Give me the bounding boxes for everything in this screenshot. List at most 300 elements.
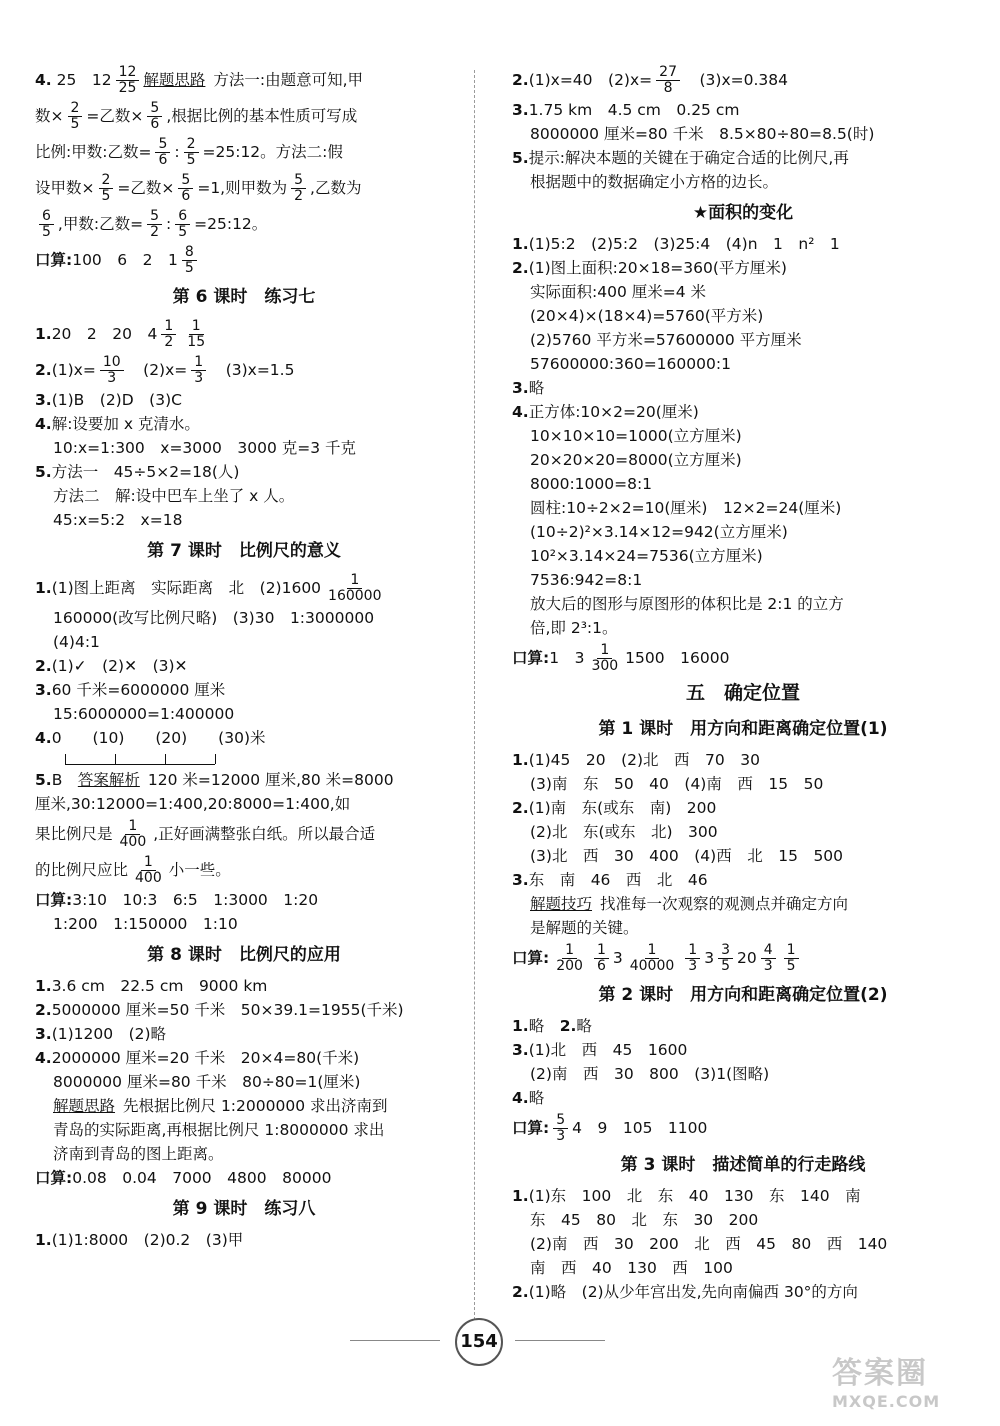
answer-text: 比例:甲数:乙数=	[35, 143, 152, 161]
answer-line	[35, 134, 453, 170]
answer-text: 略	[528, 1017, 560, 1035]
fraction-denominator: 6	[158, 152, 168, 168]
answer-text: 4 9 105 1100	[572, 1119, 708, 1137]
answer-text: 先根据比例尺 1:2000000 求出济南到	[123, 1097, 388, 1115]
lesson-8-heading: 第 8 课时 比例尺的应用	[147, 945, 341, 965]
question-number: 5.	[35, 771, 52, 789]
fraction	[161, 319, 176, 350]
answer-line	[35, 702, 453, 726]
fraction-numerator: 5	[155, 137, 170, 153]
fraction-numerator: 1	[141, 855, 156, 871]
answer-text: (20×4)×(18×4)=5760(平方米)	[530, 307, 764, 325]
question-number: 1.	[35, 325, 52, 343]
fraction-denominator: 25	[118, 80, 137, 96]
answer-line	[35, 1166, 453, 1190]
fraction-numerator: 1	[685, 943, 700, 959]
fraction-denominator: 6	[181, 188, 191, 204]
fraction-denominator: 2	[150, 224, 159, 240]
fraction	[116, 65, 140, 96]
answer-text: 济南到青岛的图上距离。	[53, 1145, 224, 1163]
fraction-denominator: 400	[119, 834, 147, 850]
answer-line	[35, 412, 453, 436]
question-number: 3.	[35, 681, 52, 699]
answer-line	[35, 316, 453, 352]
answer-line	[35, 852, 453, 888]
answer-line	[512, 472, 974, 496]
answer-text: 1.75 km 4.5 cm 0.25 cm	[528, 101, 740, 119]
fraction	[627, 943, 678, 974]
question-number: 2.	[512, 71, 529, 89]
fraction	[99, 173, 114, 204]
fraction-denominator: 3	[194, 370, 204, 386]
answer-text: 解:设要加 x 克清水。	[51, 415, 200, 433]
fraction-numerator: 1	[347, 573, 362, 589]
fraction-denominator: 5	[70, 116, 80, 132]
answer-text: 果比例尺是	[35, 825, 113, 843]
answer-text: 3	[704, 949, 715, 967]
question-number: 1.	[512, 1017, 529, 1035]
fraction-denominator: 5	[186, 152, 196, 168]
answer-text: 的比例尺应比	[35, 861, 129, 879]
answer-line	[512, 820, 974, 844]
question-number: 3.	[512, 101, 529, 119]
mental-math-label: 口算:	[35, 1169, 73, 1187]
answer-line	[512, 892, 974, 916]
answer-line	[512, 1062, 974, 1086]
fraction-denominator: 3	[763, 958, 773, 974]
answer-line	[35, 1070, 453, 1094]
fraction-denominator: 3	[688, 958, 698, 974]
answer-text: 3:10 10:3 6:5 1:3000 1:20	[72, 891, 319, 909]
answer-line	[512, 424, 974, 448]
question-number: 5.	[512, 149, 529, 167]
fraction	[553, 1113, 568, 1144]
answer-line	[512, 868, 974, 892]
answer-text: 0.08 0.04 7000 4800 80000	[72, 1169, 332, 1187]
answer-line	[35, 436, 453, 460]
answer-line	[35, 606, 453, 630]
answer-line	[512, 796, 974, 820]
answer-line	[512, 1256, 974, 1280]
fraction-denominator: 3	[556, 1128, 566, 1144]
question-number: 3.	[35, 1025, 52, 1043]
lesson-8-answers	[35, 974, 453, 1190]
right-top-answers	[512, 62, 974, 194]
fraction	[132, 855, 165, 886]
question-number: 4.	[35, 415, 52, 433]
answer-text: 略	[576, 1017, 592, 1035]
fraction	[147, 209, 162, 240]
answer-text: (1)x=	[51, 361, 96, 379]
question-number: 2.	[559, 1017, 577, 1035]
question-number: 1.	[512, 1187, 529, 1205]
answer-line	[512, 1184, 974, 1208]
mental-math-label: 口算:	[35, 251, 73, 269]
fraction-denominator: 2	[294, 188, 304, 204]
answer-line	[35, 1228, 453, 1252]
answer-text: 1500 16000	[625, 649, 730, 667]
answer-text: 160000(改写比例尺略) (3)30 1:3000000	[53, 609, 375, 627]
fraction-numerator: 12	[116, 65, 140, 81]
answer-line	[512, 772, 974, 796]
answer-text: 10²×3.14×24=7536(立方厘米)	[530, 547, 763, 565]
answer-text: 正方体:10×2=20(厘米)	[528, 403, 699, 421]
answer-text: 8000:1000=8:1	[530, 475, 653, 493]
scale-ruler	[35, 726, 453, 768]
answer-text: 放大后的图形与原图形的体积比是 2:1 的立方	[530, 595, 844, 613]
fraction	[191, 355, 206, 386]
fraction-numerator: 5	[553, 1113, 568, 1129]
answer-line	[512, 448, 974, 472]
question-number: 1.	[512, 235, 529, 253]
fraction	[39, 209, 54, 240]
answer-line	[35, 62, 453, 98]
fraction-denominator: 8	[663, 80, 673, 96]
answer-text: 45:x=5:2 x=18	[53, 511, 183, 529]
ruler-tick	[215, 754, 216, 764]
answer-text: (10÷2)²×3.14×12=942(立方厘米)	[530, 523, 788, 541]
answer-line	[512, 544, 974, 568]
answer-line	[512, 568, 974, 592]
fraction-numerator: 5	[178, 173, 193, 189]
answer-text: ,甲数:乙数=	[57, 215, 144, 233]
answer-line	[35, 1118, 453, 1142]
fraction-numerator: 10	[100, 355, 124, 371]
answer-text: 南 西 40 130 西 100	[530, 1259, 733, 1277]
answer-line	[35, 570, 453, 606]
unit-title: 五 确定位置	[685, 682, 800, 704]
answer-line	[512, 256, 974, 280]
answer-line	[35, 630, 453, 654]
question-number: 2.	[35, 1001, 52, 1019]
answer-text: (1)45 20 (2)北 西 70 30	[528, 751, 760, 769]
fraction-numerator: 1	[161, 319, 176, 335]
answer-text: 厘米,30:12000=1:400,20:8000=1:400,如	[35, 795, 351, 813]
answer-text: (1)图上距离 实际距离 北 (2)1600	[51, 579, 322, 597]
answer-line	[512, 520, 974, 544]
answer-line	[512, 62, 974, 98]
answer-text: 10×10×10=1000(立方厘米)	[530, 427, 742, 445]
section-previous-answers	[35, 62, 453, 278]
mental-math-label: 口算:	[35, 891, 73, 909]
fraction-denominator: 15	[187, 334, 206, 350]
answer-line	[35, 654, 453, 678]
answer-line	[512, 844, 974, 868]
answer-text: 57600000:360=160000:1	[530, 355, 731, 373]
fraction-denominator: 5	[786, 958, 796, 974]
answer-line	[512, 1014, 974, 1038]
fraction-numerator: 27	[656, 65, 680, 81]
question-number: 3.	[35, 391, 52, 409]
answer-text: 圆柱:10÷2×2=10(厘米) 12×2=24(厘米)	[530, 499, 842, 517]
answer-line	[512, 170, 974, 194]
fraction-numerator: 1	[125, 819, 140, 835]
answer-line	[512, 232, 974, 256]
answer-line	[35, 170, 453, 206]
fraction-numerator: 1	[191, 355, 206, 371]
question-number: 4.	[35, 1049, 52, 1067]
fraction-numerator: 2	[99, 173, 114, 189]
question-number: 1.	[35, 1231, 52, 1249]
question-number: 3.	[512, 1041, 529, 1059]
answer-line	[512, 916, 974, 940]
answer-line	[35, 1046, 453, 1070]
answer-text: 15:6000000=1:400000	[53, 705, 235, 723]
answer-text: 小一些。	[168, 861, 231, 879]
answer-text: (1)北 西 45 1600	[528, 1041, 688, 1059]
watermark-url: MXQE.COM	[832, 1392, 941, 1411]
answer-line	[35, 912, 453, 936]
answer-line	[35, 816, 453, 852]
fraction	[155, 137, 170, 168]
answer-text: 100 6 2 1	[72, 251, 178, 269]
answer-text: 东 南 46 西 北 46	[528, 871, 708, 889]
fraction	[178, 173, 193, 204]
unit5-lesson-2-heading: 第 2 课时 用方向和距离确定位置(2)	[598, 985, 888, 1005]
ruler-labels: 0 (10) (20) (30)米	[51, 729, 266, 747]
answer-text: 3.6 cm 22.5 cm 9000 km	[51, 977, 268, 995]
answer-text: =25:12。	[194, 215, 268, 233]
unit5-lesson-3-heading: 第 3 课时 描述简单的行走路线	[620, 1155, 866, 1175]
fraction	[685, 943, 700, 974]
answer-line	[35, 388, 453, 412]
question-number: 4.	[35, 71, 52, 89]
question-number: 2.	[512, 799, 529, 817]
hint-tag: 解题技巧	[530, 895, 593, 913]
watermark-text: 答案圈	[832, 1356, 928, 1391]
answer-line	[512, 1208, 974, 1232]
answer-text: (1)B (2)D (3)C	[51, 391, 182, 409]
fraction-denominator: 40000	[629, 958, 675, 974]
lesson-7-heading: 第 7 课时 比例尺的意义	[147, 541, 341, 561]
answer-line	[512, 496, 974, 520]
answer-text: (3)x=1.5	[210, 361, 295, 379]
lesson-9-heading: 第 9 课时 练习八	[172, 1199, 316, 1219]
answer-line	[512, 352, 974, 376]
answer-text: (1)5:2 (2)5:2 (3)25:4 (4)n 1 n² 1	[528, 235, 840, 253]
answer-line	[35, 460, 453, 484]
hint-tag: 解题思路	[53, 1097, 116, 1115]
fraction	[656, 65, 680, 96]
fraction-numerator: 6	[39, 209, 54, 225]
answer-text: 设甲数×	[35, 179, 95, 197]
fraction-numerator: 3	[718, 943, 733, 959]
fraction-numerator: 1	[562, 943, 577, 959]
fraction	[182, 245, 197, 276]
answer-text: 1 3	[549, 649, 585, 667]
watermark-logo	[832, 1348, 992, 1418]
answer-text: (1)东 100 北 东 40 130 东 140 南	[528, 1187, 861, 1205]
answer-line	[35, 1142, 453, 1166]
answer-line	[512, 122, 974, 146]
area-change-heading: ★面积的变化	[692, 203, 794, 223]
answer-text: 略	[528, 1089, 545, 1107]
hint-tag: 答案解析	[77, 771, 140, 789]
answer-text: (3)南 东 50 40 (4)南 西 15 50	[530, 775, 824, 793]
fraction	[761, 943, 776, 974]
fraction	[100, 355, 124, 386]
fraction-denominator: 6	[596, 958, 606, 974]
answer-text: 东 45 80 北 东 30 200	[530, 1211, 759, 1229]
answer-line	[35, 98, 453, 134]
answer-text: 20 2 20 4	[51, 325, 158, 343]
answer-line	[512, 376, 974, 400]
ruler-tick	[165, 754, 166, 764]
question-number: 4.	[512, 1089, 529, 1107]
left-column	[35, 62, 453, 1252]
answer-text: (1)南 东(或东 南) 200	[528, 799, 717, 817]
answer-text: 8000000 厘米=80 千米 80÷80=1(厘米)	[53, 1073, 361, 1091]
question-number: 3.	[512, 871, 529, 889]
answer-line	[35, 1022, 453, 1046]
answer-text: (2)北 东(或东 北) 300	[530, 823, 718, 841]
answer-line	[512, 592, 974, 616]
fraction-numerator: 1	[597, 643, 612, 659]
answer-line	[512, 328, 974, 352]
lesson-7-answers-cont	[35, 768, 453, 936]
answer-line	[35, 242, 453, 278]
answer-line	[35, 792, 453, 816]
answer-text: 3	[612, 949, 623, 967]
lesson-6-heading: 第 6 课时 练习七	[172, 287, 316, 307]
fraction-numerator: 6	[175, 209, 190, 225]
question-number: 5.	[35, 463, 52, 481]
fraction	[147, 101, 162, 132]
answer-line	[512, 98, 974, 122]
answer-line	[35, 998, 453, 1022]
answer-text: 120 米=12000 厘米,80 米=8000	[147, 771, 394, 789]
mental-math-label: 口算:	[512, 1119, 550, 1137]
fraction-denominator: 3	[107, 370, 117, 386]
right-column	[512, 62, 974, 1304]
answer-text: 青岛的实际距离,再根据比例尺 1:8000000 求出	[53, 1121, 385, 1139]
answer-text: 根据题中的数据确定小方格的边长。	[530, 173, 779, 191]
hint-tag: 解题思路	[143, 71, 206, 89]
answer-text: :	[174, 143, 180, 161]
fraction	[117, 819, 150, 850]
answer-line	[35, 484, 453, 508]
answer-text: =25:12。方法二:假	[202, 143, 343, 161]
answer-line	[512, 940, 974, 976]
fraction-numerator: 1	[645, 943, 660, 959]
ruler-tick	[65, 754, 66, 764]
fraction	[184, 319, 208, 350]
lesson-6-answers	[35, 316, 453, 532]
answer-line	[35, 352, 453, 388]
answer-text: 5000000 厘米=50 千米 50×39.1=1955(千米)	[51, 1001, 404, 1019]
answer-text: 方法二 解:设中巴车上坐了 x 人。	[53, 487, 295, 505]
fraction-denominator: 2	[164, 334, 174, 350]
answer-text: 是解题的关键。	[530, 919, 639, 937]
answer-line	[512, 748, 974, 772]
mental-math-label: 口算:	[512, 949, 550, 967]
answer-text: 方法一:由题意可知,甲	[213, 71, 364, 89]
answer-text: 倍,即 2³:1。	[530, 619, 618, 637]
unit5-lesson-1-heading: 第 1 课时 用方向和距离确定位置(1)	[598, 719, 888, 739]
answer-text: 20×20×20=8000(立方厘米)	[530, 451, 742, 469]
question-number: 2.	[512, 1283, 529, 1301]
fraction-numerator: 1	[189, 319, 204, 335]
question-number: 4.	[512, 403, 529, 421]
fraction-denominator: 400	[135, 870, 162, 886]
answer-text: 60 千米=6000000 厘米	[51, 681, 226, 699]
answer-line	[512, 304, 974, 328]
answer-text: (1)1:8000 (2)0.2 (3)甲	[51, 1231, 244, 1249]
answer-text: (1)图上面积:20×18=360(平方厘米)	[528, 259, 787, 277]
footer-line-right	[515, 1340, 605, 1341]
answer-text: 找准每一次观察的观测点并确定方向	[600, 895, 849, 913]
fraction	[594, 943, 609, 974]
fraction-denominator: 5	[42, 224, 51, 240]
column-divider	[474, 70, 475, 1320]
fraction-numerator: 1	[784, 943, 799, 959]
fraction	[184, 137, 199, 168]
answer-text: =乙数×	[117, 179, 175, 197]
answer-line	[35, 206, 453, 242]
answer-text: (1)1200 (2)略	[51, 1025, 167, 1043]
answer-text: (2)5760 平方米=57600000 平方厘米	[530, 331, 802, 349]
fraction	[588, 643, 621, 674]
answer-text: (4)4:1	[53, 633, 100, 651]
fraction	[718, 943, 733, 974]
fraction-denominator: 200	[556, 958, 583, 974]
question-number: 1.	[35, 977, 52, 995]
fraction	[784, 943, 799, 974]
fraction-numerator: 5	[147, 209, 162, 225]
answer-line	[35, 974, 453, 998]
question-number: 1.	[35, 579, 52, 597]
fraction-denominator: 5	[178, 224, 188, 240]
answer-text: 方法一 45÷5×2=18(人)	[51, 463, 240, 481]
mental-math-label: 口算:	[512, 649, 550, 667]
answer-text: B	[51, 771, 78, 789]
answer-line	[512, 640, 974, 676]
answer-line	[512, 1232, 974, 1256]
fraction-numerator: 2	[184, 137, 199, 153]
answer-text: 实际面积:400 厘米=4 米	[530, 283, 707, 301]
answer-text: :	[165, 215, 172, 233]
ruler-number: 4.	[35, 729, 52, 747]
unit5-lesson-2-answers	[512, 1014, 974, 1146]
ruler-bar	[65, 754, 215, 765]
answer-text: =1,则甲数为	[197, 179, 288, 197]
answer-line	[512, 400, 974, 424]
question-number: 2.	[35, 657, 52, 675]
fraction-numerator: 1	[594, 943, 609, 959]
answer-line	[512, 1280, 974, 1304]
fraction-denominator: 160000	[328, 588, 382, 604]
answer-line	[35, 888, 453, 912]
answer-text: 略	[528, 379, 545, 397]
answer-line	[512, 616, 974, 640]
answer-text: ,根据比例的基本性质可写成	[166, 107, 358, 125]
lesson-7-answers	[35, 570, 453, 726]
answer-line	[512, 1110, 974, 1146]
answer-text: 提示:解决本题的关键在于确定合适的比例尺,再	[528, 149, 849, 167]
fraction-denominator: 6	[150, 116, 160, 132]
question-number: 1.	[512, 751, 529, 769]
answer-text: 20	[737, 949, 757, 967]
answer-line	[512, 146, 974, 170]
answer-text: (3)北 西 30 400 (4)西 北 15 500	[530, 847, 844, 865]
unit5-lesson-3-answers	[512, 1184, 974, 1304]
fraction-numerator: 8	[182, 245, 197, 261]
answer-text: 数×	[35, 107, 64, 125]
answer-text: ,正好画满整张白纸。所以最合适	[153, 825, 376, 843]
answer-text: 1:200 1:150000 1:10	[53, 915, 238, 933]
ruler-tick	[115, 754, 116, 764]
answer-line	[35, 678, 453, 702]
